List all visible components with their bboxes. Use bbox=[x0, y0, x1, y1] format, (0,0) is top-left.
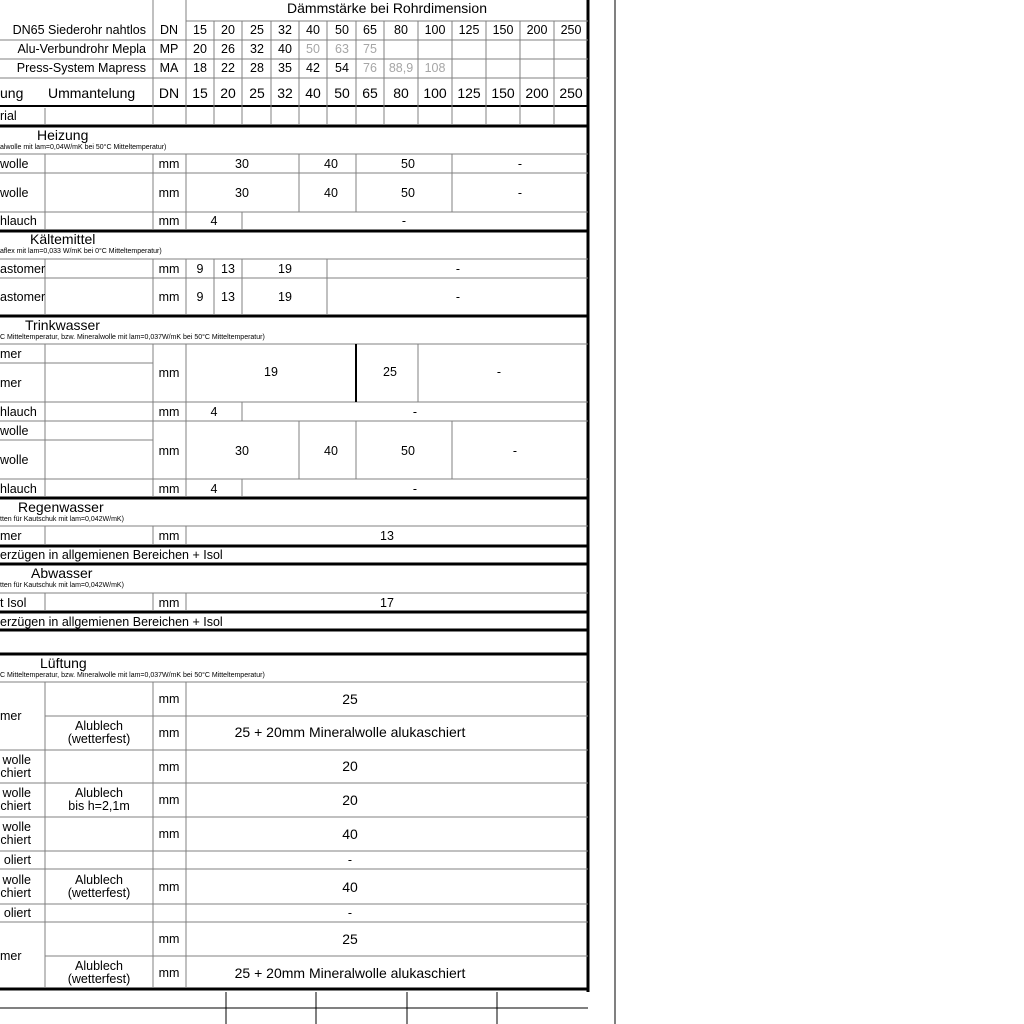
value-cell: - bbox=[347, 853, 353, 867]
sheathing-label bbox=[68, 960, 131, 986]
value-cell: 4 bbox=[210, 214, 218, 228]
row-label: erzügen in allgemienen Bereichen + Isol bbox=[0, 548, 223, 562]
column-head-1: ung bbox=[0, 85, 24, 101]
sheathing-label bbox=[68, 787, 130, 813]
row-label-line: wolle bbox=[2, 786, 31, 800]
pipe-unit-siederohr: DN bbox=[159, 23, 179, 37]
dim-cell: 26 bbox=[221, 42, 235, 56]
pipe-label-mepla: Alu-Verbundrohr Mepla bbox=[17, 42, 146, 56]
value-cell: 19 bbox=[278, 290, 292, 304]
value-cell: - bbox=[347, 906, 353, 920]
row-unit: mm bbox=[158, 186, 180, 200]
dim-head-cell: 150 bbox=[491, 85, 515, 101]
row-label bbox=[0, 787, 31, 813]
dim-cell: 50 bbox=[335, 23, 349, 37]
pipe-label-siederohr: DN65 Siederohr nahtlos bbox=[12, 23, 146, 37]
dim-head-cell: 65 bbox=[362, 85, 378, 101]
dim-cell: 200 bbox=[526, 23, 548, 37]
value-cell: 9 bbox=[196, 262, 204, 276]
row-label: astomer bbox=[0, 290, 46, 304]
pipe-unit-mepla: MP bbox=[159, 42, 179, 56]
value-cell: - bbox=[412, 405, 418, 419]
value-cell: 25 bbox=[342, 931, 358, 947]
dimension-heading: Dämmstärke bei Rohrdimension bbox=[287, 0, 487, 16]
row-label: erzügen in allgemienen Bereichen + Isol bbox=[0, 615, 223, 629]
dim-head-cell: 15 bbox=[192, 85, 208, 101]
dim-cell: 15 bbox=[193, 23, 207, 37]
row-unit: mm bbox=[158, 214, 180, 228]
row-unit: mm bbox=[158, 596, 180, 610]
dim-head-cell: 32 bbox=[277, 85, 293, 101]
row-label: wolle bbox=[0, 157, 29, 171]
dim-cell: 108 bbox=[424, 61, 446, 75]
dim-cell: 25 bbox=[250, 23, 264, 37]
dim-head-cell: 50 bbox=[334, 85, 350, 101]
value-cell: 40 bbox=[324, 444, 338, 458]
pipe-label-mapress: Press-System Mapress bbox=[16, 61, 146, 75]
dim-cell: 63 bbox=[335, 42, 349, 56]
sheathing-label bbox=[68, 720, 131, 746]
dim-head-cell: 250 bbox=[559, 85, 583, 101]
row-label: t Isol bbox=[0, 596, 27, 610]
value-cell: 19 bbox=[278, 262, 292, 276]
dim-head-cell: 100 bbox=[423, 85, 447, 101]
row-label-line: wolle bbox=[2, 820, 31, 834]
value-cell: 25 + 20mm Mineralwolle alukaschiert bbox=[234, 965, 466, 981]
dim-cell: 54 bbox=[335, 61, 349, 75]
value-cell: 20 bbox=[342, 792, 358, 808]
section-title-heizung: Heizung bbox=[37, 127, 89, 143]
dim-cell: 42 bbox=[306, 61, 320, 75]
value-cell: 50 bbox=[401, 186, 415, 200]
dim-cell: 100 bbox=[424, 23, 446, 37]
section-title-kaeltemittel: Kältemittel bbox=[30, 231, 96, 247]
row-unit: mm bbox=[158, 726, 180, 740]
value-cell: 50 bbox=[401, 444, 415, 458]
value-cell: 4 bbox=[210, 482, 218, 496]
section-note-abwasser: tten für Kautschuk mit lam=0,042W/mK) bbox=[0, 582, 124, 589]
row-label: hlauch bbox=[0, 214, 37, 228]
row-label-line: chiert bbox=[0, 886, 31, 901]
value-cell: 50 bbox=[401, 157, 415, 171]
row-label: wolle bbox=[0, 453, 29, 467]
value-cell: - bbox=[401, 214, 407, 228]
dim-head-cell: 20 bbox=[220, 85, 236, 101]
row-unit: mm bbox=[158, 966, 180, 980]
section-note-regenwasser: tten für Kautschuk mit lam=0,042W/mK) bbox=[0, 516, 124, 523]
dim-cell: 65 bbox=[363, 23, 377, 37]
row-label: astomer bbox=[0, 262, 46, 276]
row-label-line: chiert bbox=[0, 833, 31, 848]
material-label: rial bbox=[0, 109, 17, 123]
row-unit: mm bbox=[158, 529, 180, 543]
row-unit: mm bbox=[158, 932, 180, 946]
dim-head-cell: 40 bbox=[305, 85, 321, 101]
dim-cell: 40 bbox=[278, 42, 292, 56]
value-cell: - bbox=[512, 444, 518, 458]
value-cell: 30 bbox=[235, 186, 249, 200]
value-cell: 40 bbox=[324, 186, 338, 200]
dim-cell: 50 bbox=[306, 42, 320, 56]
row-label: oliert bbox=[3, 853, 31, 867]
value-cell: - bbox=[412, 482, 418, 496]
value-cell: 4 bbox=[210, 405, 218, 419]
sheathing-line: (wetterfest) bbox=[67, 972, 131, 987]
value-cell: 40 bbox=[342, 826, 358, 842]
dim-cell: 76 bbox=[363, 61, 377, 75]
section-title-trinkwasser: Trinkwasser bbox=[25, 317, 100, 333]
section-note-trinkwasser: C Mitteltemperatur, bzw. Mineralwolle mit lam=0,037W/mK bei 50°C Mitteltemperatur) bbox=[0, 334, 265, 341]
row-label: mer bbox=[0, 347, 22, 361]
row-label-line: chiert bbox=[0, 766, 31, 781]
column-head-ummantelung: Ummantelung bbox=[48, 85, 136, 101]
dim-cell: 32 bbox=[278, 23, 292, 37]
row-unit: mm bbox=[158, 880, 180, 894]
section-title-regenwasser: Regenwasser bbox=[18, 499, 104, 515]
value-cell: 25 + 20mm Mineralwolle alukaschiert bbox=[234, 724, 466, 740]
row-unit: mm bbox=[158, 157, 180, 171]
value-cell: 40 bbox=[342, 879, 358, 895]
value-cell: 13 bbox=[221, 262, 235, 276]
row-unit: mm bbox=[158, 793, 180, 807]
value-cell: - bbox=[517, 157, 523, 171]
value-cell: 19 bbox=[264, 365, 278, 379]
dim-head-cell: 125 bbox=[457, 85, 481, 101]
row-label: mer bbox=[0, 949, 22, 963]
dim-cell: 22 bbox=[221, 61, 235, 75]
dim-cell: 75 bbox=[363, 42, 377, 56]
sheathing-line: Alublech bbox=[75, 873, 123, 887]
section-note-kaeltemittel: aflex mit lam=0,033 W/mK bei 0°C Mitteltemperatur) bbox=[0, 248, 162, 255]
dim-cell: 250 bbox=[560, 23, 582, 37]
dim-cell: 150 bbox=[492, 23, 514, 37]
dim-cell: 80 bbox=[394, 23, 408, 37]
row-label-line: chiert bbox=[0, 799, 31, 814]
row-unit: mm bbox=[158, 692, 180, 706]
row-unit: mm bbox=[158, 760, 180, 774]
value-cell: - bbox=[455, 290, 461, 304]
value-cell: - bbox=[496, 365, 502, 379]
row-label: wolle bbox=[0, 186, 29, 200]
dim-cell: 40 bbox=[306, 23, 320, 37]
row-label bbox=[0, 821, 31, 847]
row-label: oliert bbox=[3, 906, 31, 920]
dim-cell: 20 bbox=[193, 42, 207, 56]
dim-head-cell: 200 bbox=[525, 85, 549, 101]
dim-cell: 20 bbox=[221, 23, 235, 37]
value-cell: - bbox=[455, 262, 461, 276]
dim-cell: 32 bbox=[250, 42, 264, 56]
row-label bbox=[0, 754, 31, 780]
row-label bbox=[0, 874, 31, 900]
sheathing-line: Alublech bbox=[75, 786, 123, 800]
sheathing-label bbox=[68, 874, 131, 900]
row-label: hlauch bbox=[0, 405, 37, 419]
sheathing-line: (wetterfest) bbox=[67, 732, 131, 747]
pipe-unit-mapress: MA bbox=[159, 61, 179, 75]
row-unit: mm bbox=[158, 482, 180, 496]
row-unit: mm bbox=[158, 366, 180, 380]
column-head-unit: DN bbox=[158, 85, 180, 101]
row-label: mer bbox=[0, 709, 22, 723]
sheathing-line: bis h=2,1m bbox=[68, 799, 130, 814]
value-cell: 25 bbox=[383, 365, 397, 379]
value-cell: 30 bbox=[235, 444, 249, 458]
dim-cell: 28 bbox=[250, 61, 264, 75]
row-label-line: wolle bbox=[2, 873, 31, 887]
row-unit: mm bbox=[158, 405, 180, 419]
value-cell: 13 bbox=[380, 529, 394, 543]
dim-cell: 125 bbox=[458, 23, 480, 37]
sheathing-line: (wetterfest) bbox=[67, 886, 131, 901]
row-unit: mm bbox=[158, 290, 180, 304]
value-cell: 17 bbox=[380, 596, 394, 610]
value-cell: 13 bbox=[221, 290, 235, 304]
row-label: mer bbox=[0, 376, 22, 390]
section-note-lueftung: C Mitteltemperatur, bzw. Mineralwolle mit lam=0,037W/mK bei 50°C Mitteltemperatur) bbox=[0, 672, 265, 679]
row-unit: mm bbox=[158, 827, 180, 841]
dim-cell: 88,9 bbox=[388, 61, 414, 75]
row-label: hlauch bbox=[0, 482, 37, 496]
row-unit: mm bbox=[158, 444, 180, 458]
row-unit: mm bbox=[158, 262, 180, 276]
value-cell: 30 bbox=[235, 157, 249, 171]
value-cell: 20 bbox=[342, 758, 358, 774]
row-label: mer bbox=[0, 529, 22, 543]
dim-cell: 35 bbox=[278, 61, 292, 75]
row-label-line: wolle bbox=[2, 753, 31, 767]
sheathing-line: Alublech bbox=[75, 719, 123, 733]
section-note-heizung: alwolle mit lam=0,04W/mK bei 50°C Mitteltemperatur) bbox=[0, 144, 167, 151]
dim-head-cell: 80 bbox=[393, 85, 409, 101]
value-cell: 40 bbox=[324, 157, 338, 171]
row-label: wolle bbox=[0, 424, 29, 438]
value-cell: - bbox=[517, 186, 523, 200]
value-cell: 9 bbox=[196, 290, 204, 304]
dim-cell: 18 bbox=[193, 61, 207, 75]
value-cell: 25 bbox=[342, 691, 358, 707]
section-title-lueftung: Lüftung bbox=[40, 655, 87, 671]
dim-head-cell: 25 bbox=[249, 85, 265, 101]
section-title-abwasser: Abwasser bbox=[31, 565, 93, 581]
sheathing-line: Alublech bbox=[75, 959, 123, 973]
